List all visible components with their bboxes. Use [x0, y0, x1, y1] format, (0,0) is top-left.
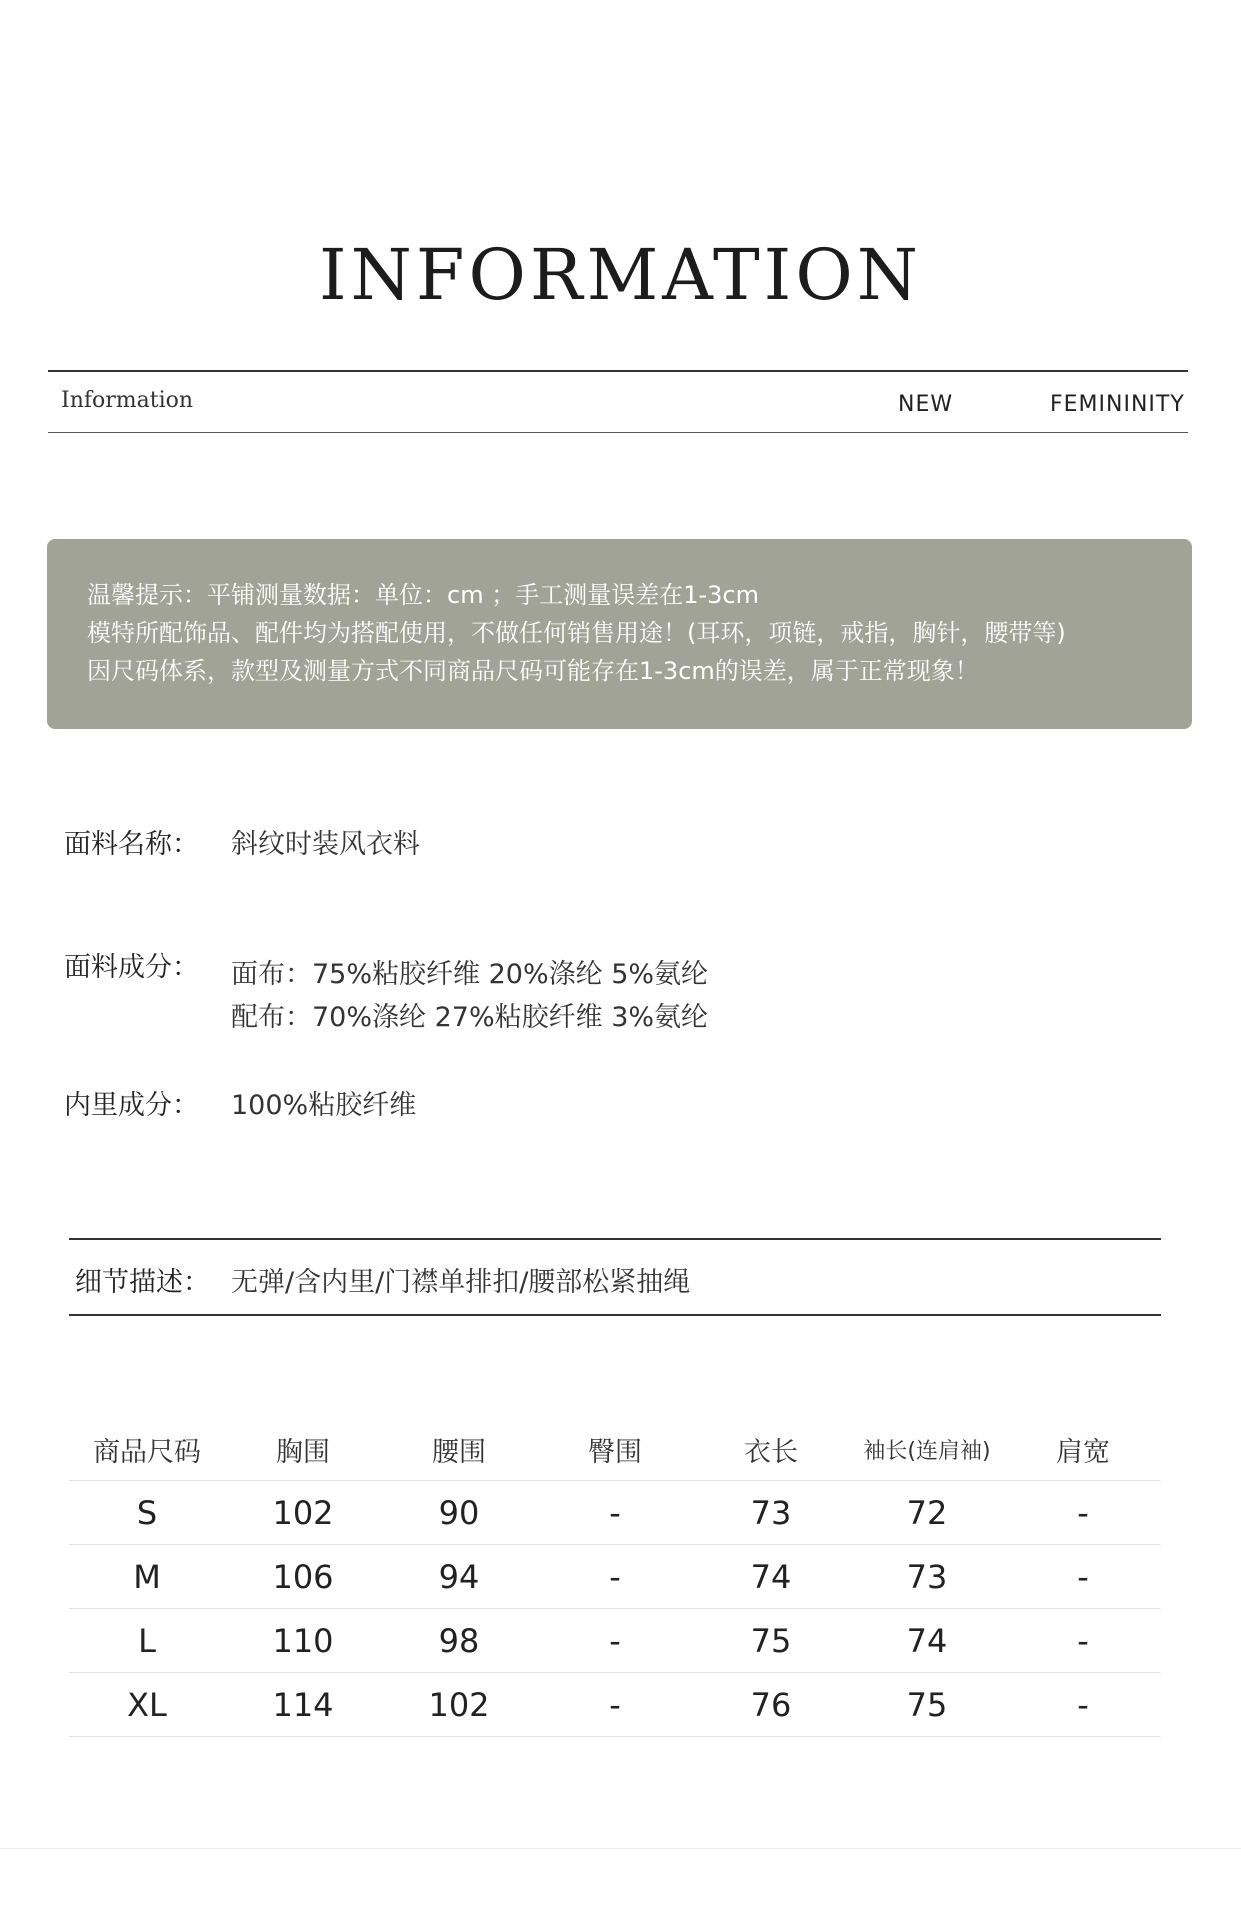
header-rule-top [48, 370, 1188, 372]
sleeve-cell: 74 [849, 1609, 1005, 1673]
shoulder-cell: - [1005, 1545, 1161, 1609]
waist-cell: 102 [381, 1673, 537, 1737]
details-value: 无弹/含内里/门襟单排扣/腰部松紧抽绳 [231, 1267, 691, 1298]
shoulder-cell: - [1005, 1673, 1161, 1737]
section-label-information: Information [61, 388, 194, 413]
lining-label: 内里成分： [64, 1090, 199, 1121]
length-cell: 73 [693, 1481, 849, 1545]
fabric-composition-line-1: 面布：75%粘胶纤维 20%涤纶 5%氨纶 [231, 959, 709, 990]
header-rule-bottom [48, 432, 1188, 433]
waist-cell: 98 [381, 1609, 537, 1673]
waist-cell: 90 [381, 1481, 537, 1545]
hip-cell: - [537, 1481, 693, 1545]
table-row [69, 1545, 1161, 1609]
fabric-name-value: 斜纹时装风衣料 [231, 829, 420, 860]
size-table [69, 1418, 1161, 1737]
table-row [69, 1673, 1161, 1737]
lining-value: 100%粘胶纤维 [231, 1090, 417, 1121]
chest-cell: 110 [225, 1609, 381, 1673]
hip-cell: - [537, 1609, 693, 1673]
notice-line-1: 温馨提示：平铺测量数据：单位：cm ；手工测量误差在1-3cm [87, 581, 759, 609]
fabric-composition-label: 面料成分： [64, 952, 199, 983]
header-length: 衣长 [693, 1418, 849, 1481]
shoulder-cell: - [1005, 1609, 1161, 1673]
length-cell: 76 [693, 1673, 849, 1737]
section-label-new: NEW [898, 392, 954, 417]
size-table-header-row [69, 1418, 1161, 1481]
details-rule-top [69, 1238, 1161, 1240]
header-shoulder: 肩宽 [1005, 1418, 1161, 1481]
details-label: 细节描述： [75, 1267, 210, 1298]
details-rule-bottom [69, 1314, 1161, 1316]
table-row [69, 1481, 1161, 1545]
sleeve-cell: 75 [849, 1673, 1005, 1737]
header-sleeve: 袖长(连肩袖) [849, 1418, 1005, 1481]
notice-line-2: 模特所配饰品、配件均为搭配使用，不做任何销售用途！(耳环，项链，戒指，胸针，腰带等) [87, 619, 1066, 647]
table-row [69, 1609, 1161, 1673]
header-size: 商品尺码 [69, 1418, 225, 1481]
fabric-composition-line-2: 配布：70%涤纶 27%粘胶纤维 3%氨纶 [231, 1002, 709, 1033]
size-cell: S [69, 1481, 225, 1545]
hip-cell: - [537, 1673, 693, 1737]
page-bottom-divider [0, 1848, 1241, 1849]
shoulder-cell: - [1005, 1481, 1161, 1545]
chest-cell: 106 [225, 1545, 381, 1609]
page-title: INFORMATION [319, 234, 922, 316]
header-chest: 胸围 [225, 1418, 381, 1481]
chest-cell: 102 [225, 1481, 381, 1545]
chest-cell: 114 [225, 1673, 381, 1737]
length-cell: 74 [693, 1545, 849, 1609]
fabric-name-label: 面料名称： [64, 829, 199, 860]
notice-line-3: 因尺码体系，款型及测量方式不同商品尺码可能存在1-3cm的误差，属于正常现象！ [87, 657, 979, 685]
sleeve-cell: 72 [849, 1481, 1005, 1545]
header-waist: 腰围 [381, 1418, 537, 1481]
size-cell: XL [69, 1673, 225, 1737]
size-cell: M [69, 1545, 225, 1609]
length-cell: 75 [693, 1609, 849, 1673]
notice-box [47, 539, 1192, 729]
size-cell: L [69, 1609, 225, 1673]
waist-cell: 94 [381, 1545, 537, 1609]
header-hip: 臀围 [537, 1418, 693, 1481]
sleeve-cell: 73 [849, 1545, 1005, 1609]
section-label-femininity: FEMININITY [1050, 392, 1185, 417]
hip-cell: - [537, 1545, 693, 1609]
